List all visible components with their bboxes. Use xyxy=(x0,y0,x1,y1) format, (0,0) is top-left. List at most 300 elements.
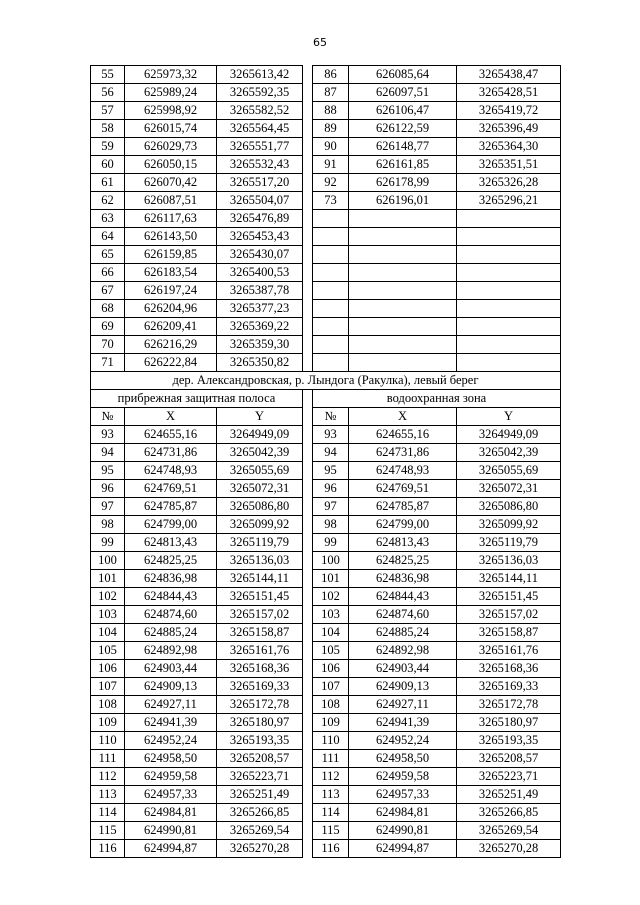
column-gap xyxy=(303,390,313,408)
x-coordinate-cell: 624844,43 xyxy=(125,588,217,606)
table-row xyxy=(91,264,561,282)
x-coordinate-cell: 624892,98 xyxy=(349,642,457,660)
point-number-cell: 108 xyxy=(313,696,349,714)
y-coordinate-cell: 3265161,76 xyxy=(217,642,303,660)
table-row xyxy=(91,66,561,84)
x-coordinate-cell xyxy=(349,318,457,336)
y-coordinate-cell xyxy=(457,210,561,228)
table-row xyxy=(91,84,561,102)
point-number-cell: 104 xyxy=(91,624,125,642)
x-coordinate-cell: 626159,85 xyxy=(125,246,217,264)
point-number-cell: 114 xyxy=(313,804,349,822)
point-number-cell: 97 xyxy=(313,498,349,516)
x-coordinate-cell: 624813,43 xyxy=(349,534,457,552)
y-coordinate-cell: 3265158,87 xyxy=(457,624,561,642)
x-coordinate-cell: 624958,50 xyxy=(349,750,457,768)
y-coordinate-cell: 3265270,28 xyxy=(217,840,303,858)
y-coordinate-cell: 3265169,33 xyxy=(457,678,561,696)
column-gap xyxy=(303,696,313,714)
table-row xyxy=(91,642,561,660)
table-row xyxy=(91,156,561,174)
x-coordinate-cell xyxy=(349,300,457,318)
table-row xyxy=(91,480,561,498)
point-number-cell: 113 xyxy=(91,786,125,804)
y-coordinate-cell: 3265428,51 xyxy=(457,84,561,102)
y-coordinate-cell: 3264949,09 xyxy=(217,426,303,444)
point-number-cell: 115 xyxy=(91,822,125,840)
y-coordinate-cell: 3265377,23 xyxy=(217,300,303,318)
y-coordinate-cell: 3265364,30 xyxy=(457,138,561,156)
y-coordinate-cell: 3265055,69 xyxy=(457,462,561,480)
x-coordinate-cell xyxy=(349,282,457,300)
point-number-cell: 86 xyxy=(313,66,349,84)
column-gap xyxy=(303,678,313,696)
point-number-cell xyxy=(313,318,349,336)
point-number-cell: 96 xyxy=(313,480,349,498)
point-number-cell: 96 xyxy=(91,480,125,498)
point-number-cell: 109 xyxy=(313,714,349,732)
point-number-cell: 99 xyxy=(91,534,125,552)
point-number-cell: 67 xyxy=(91,282,125,300)
x-coordinate-cell: 624874,60 xyxy=(125,606,217,624)
table-row xyxy=(91,174,561,192)
x-coordinate-cell: 624748,93 xyxy=(125,462,217,480)
point-number-cell: 60 xyxy=(91,156,125,174)
point-number-cell: 112 xyxy=(313,768,349,786)
x-coordinate-cell xyxy=(349,264,457,282)
point-number-cell: 87 xyxy=(313,84,349,102)
y-coordinate-cell: 3265193,35 xyxy=(457,732,561,750)
x-coordinate-cell: 624844,43 xyxy=(349,588,457,606)
y-coordinate-cell: 3265072,31 xyxy=(457,480,561,498)
y-coordinate-cell: 3265351,51 xyxy=(457,156,561,174)
point-number-cell: 73 xyxy=(313,192,349,210)
column-gap xyxy=(303,840,313,858)
point-number-cell xyxy=(313,282,349,300)
table-row xyxy=(91,714,561,732)
point-number-cell: 93 xyxy=(91,426,125,444)
point-number-cell: 58 xyxy=(91,120,125,138)
x-coordinate-cell: 626204,96 xyxy=(125,300,217,318)
x-coordinate-cell: 626085,64 xyxy=(349,66,457,84)
column-gap xyxy=(303,498,313,516)
point-number-cell: 99 xyxy=(313,534,349,552)
x-coordinate-cell: 625989,24 xyxy=(125,84,217,102)
y-coordinate-cell: 3265144,11 xyxy=(217,570,303,588)
table-row xyxy=(91,120,561,138)
point-number-cell: 110 xyxy=(91,732,125,750)
table-row xyxy=(91,462,561,480)
y-coordinate-cell xyxy=(457,336,561,354)
point-number-cell: 59 xyxy=(91,138,125,156)
table-row xyxy=(91,498,561,516)
y-coordinate-cell xyxy=(457,300,561,318)
x-coordinate-cell: 624748,93 xyxy=(349,462,457,480)
y-coordinate-cell: 3265223,71 xyxy=(457,768,561,786)
y-coordinate-cell: 3265168,36 xyxy=(217,660,303,678)
x-coordinate-cell: 626106,47 xyxy=(349,102,457,120)
y-coordinate-cell: 3265172,78 xyxy=(217,696,303,714)
y-coordinate-cell: 3265269,54 xyxy=(217,822,303,840)
point-number-cell: 89 xyxy=(313,120,349,138)
point-number-cell: 55 xyxy=(91,66,125,84)
table-row xyxy=(91,516,561,534)
column-header: № xyxy=(91,408,125,426)
y-coordinate-cell: 3265169,33 xyxy=(217,678,303,696)
point-number-cell: 95 xyxy=(313,462,349,480)
point-number-cell: 110 xyxy=(313,732,349,750)
y-coordinate-cell: 3265266,85 xyxy=(217,804,303,822)
x-coordinate-cell: 624813,43 xyxy=(125,534,217,552)
column-gap xyxy=(303,210,313,228)
x-coordinate-cell: 626196,01 xyxy=(349,192,457,210)
column-header: X xyxy=(125,408,217,426)
x-coordinate-cell: 626070,42 xyxy=(125,174,217,192)
column-gap xyxy=(303,444,313,462)
column-gap xyxy=(303,264,313,282)
x-coordinate-cell: 624990,81 xyxy=(349,822,457,840)
point-number-cell xyxy=(313,210,349,228)
y-coordinate-cell: 3265350,82 xyxy=(217,354,303,372)
zone-title-row xyxy=(91,390,561,408)
x-coordinate-cell: 624994,87 xyxy=(125,840,217,858)
table-row xyxy=(91,318,561,336)
column-gap xyxy=(303,120,313,138)
column-header: Y xyxy=(457,408,561,426)
y-coordinate-cell: 3265396,49 xyxy=(457,120,561,138)
column-gap xyxy=(303,408,313,426)
y-coordinate-cell: 3265208,57 xyxy=(217,750,303,768)
point-number-cell: 108 xyxy=(91,696,125,714)
y-coordinate-cell: 3265086,80 xyxy=(457,498,561,516)
column-gap xyxy=(303,246,313,264)
column-header: X xyxy=(349,408,457,426)
y-coordinate-cell: 3265419,72 xyxy=(457,102,561,120)
x-coordinate-cell: 626216,29 xyxy=(125,336,217,354)
y-coordinate-cell: 3265119,79 xyxy=(217,534,303,552)
section-title: дер. Александровская, р. Лындога (Ракулка), левый берег xyxy=(91,372,561,390)
y-coordinate-cell: 3265387,78 xyxy=(217,282,303,300)
x-coordinate-cell: 624927,11 xyxy=(125,696,217,714)
x-coordinate-cell: 626178,99 xyxy=(349,174,457,192)
point-number-cell: 115 xyxy=(313,822,349,840)
y-coordinate-cell: 3265157,02 xyxy=(217,606,303,624)
x-coordinate-cell: 624994,87 xyxy=(349,840,457,858)
y-coordinate-cell: 3265168,36 xyxy=(457,660,561,678)
x-coordinate-cell: 624825,25 xyxy=(125,552,217,570)
table-row xyxy=(91,534,561,552)
y-coordinate-cell: 3265476,89 xyxy=(217,210,303,228)
point-number-cell: 62 xyxy=(91,192,125,210)
point-number-cell: 101 xyxy=(313,570,349,588)
y-coordinate-cell: 3265193,35 xyxy=(217,732,303,750)
x-coordinate-cell: 624892,98 xyxy=(125,642,217,660)
y-coordinate-cell: 3265180,97 xyxy=(457,714,561,732)
y-coordinate-cell: 3265151,45 xyxy=(457,588,561,606)
column-gap xyxy=(303,84,313,102)
x-coordinate-cell xyxy=(349,354,457,372)
column-gap xyxy=(303,336,313,354)
x-coordinate-cell: 624984,81 xyxy=(125,804,217,822)
y-coordinate-cell: 3265564,45 xyxy=(217,120,303,138)
y-coordinate-cell: 3265099,92 xyxy=(217,516,303,534)
column-gap xyxy=(303,750,313,768)
x-coordinate-cell: 624903,44 xyxy=(125,660,217,678)
table-row xyxy=(91,102,561,120)
x-coordinate-cell: 624959,58 xyxy=(349,768,457,786)
table-row xyxy=(91,228,561,246)
x-coordinate-cell: 625998,92 xyxy=(125,102,217,120)
column-gap xyxy=(303,282,313,300)
table-row xyxy=(91,570,561,588)
y-coordinate-cell xyxy=(457,246,561,264)
y-coordinate-cell: 3265369,22 xyxy=(217,318,303,336)
point-number-cell xyxy=(313,300,349,318)
x-coordinate-cell xyxy=(349,228,457,246)
y-coordinate-cell: 3265270,28 xyxy=(457,840,561,858)
column-gap xyxy=(303,192,313,210)
point-number-cell xyxy=(313,264,349,282)
y-coordinate-cell: 3265251,49 xyxy=(217,786,303,804)
point-number-cell: 57 xyxy=(91,102,125,120)
column-gap xyxy=(303,426,313,444)
x-coordinate-cell: 624785,87 xyxy=(125,498,217,516)
table-row xyxy=(91,192,561,210)
point-number-cell: 114 xyxy=(91,804,125,822)
x-coordinate-cell: 626097,51 xyxy=(349,84,457,102)
y-coordinate-cell: 3265326,28 xyxy=(457,174,561,192)
left-zone-title: прибрежная защитная полоса xyxy=(91,390,303,408)
x-coordinate-cell: 626122,59 xyxy=(349,120,457,138)
table-row xyxy=(91,732,561,750)
table-row xyxy=(91,426,561,444)
x-coordinate-cell xyxy=(349,210,457,228)
x-coordinate-cell: 624799,00 xyxy=(125,516,217,534)
column-gap xyxy=(303,660,313,678)
table-row xyxy=(91,354,561,372)
point-number-cell: 105 xyxy=(313,642,349,660)
y-coordinate-cell: 3265157,02 xyxy=(457,606,561,624)
x-coordinate-cell: 626161,85 xyxy=(349,156,457,174)
point-number-cell: 106 xyxy=(313,660,349,678)
column-gap xyxy=(303,552,313,570)
column-gap xyxy=(303,570,313,588)
column-gap xyxy=(303,300,313,318)
table-row xyxy=(91,246,561,264)
point-number-cell: 90 xyxy=(313,138,349,156)
x-coordinate-cell: 624952,24 xyxy=(349,732,457,750)
y-coordinate-cell: 3265208,57 xyxy=(457,750,561,768)
x-coordinate-cell: 624731,86 xyxy=(125,444,217,462)
section-title-row xyxy=(91,372,561,390)
point-number-cell xyxy=(313,354,349,372)
y-coordinate-cell xyxy=(457,318,561,336)
point-number-cell: 66 xyxy=(91,264,125,282)
table-row xyxy=(91,138,561,156)
y-coordinate-cell: 3265099,92 xyxy=(457,516,561,534)
point-number-cell: 92 xyxy=(313,174,349,192)
table-row xyxy=(91,444,561,462)
column-gap xyxy=(303,516,313,534)
point-number-cell: 101 xyxy=(91,570,125,588)
y-coordinate-cell: 3265136,03 xyxy=(457,552,561,570)
y-coordinate-cell: 3265296,21 xyxy=(457,192,561,210)
point-number-cell: 116 xyxy=(91,840,125,858)
x-coordinate-cell: 625973,32 xyxy=(125,66,217,84)
y-coordinate-cell: 3265517,20 xyxy=(217,174,303,192)
y-coordinate-cell: 3265042,39 xyxy=(457,444,561,462)
y-coordinate-cell: 3265592,35 xyxy=(217,84,303,102)
x-coordinate-cell: 624959,58 xyxy=(125,768,217,786)
point-number-cell: 103 xyxy=(91,606,125,624)
y-coordinate-cell: 3265453,43 xyxy=(217,228,303,246)
column-gap xyxy=(303,768,313,786)
point-number-cell: 94 xyxy=(313,444,349,462)
point-number-cell: 111 xyxy=(313,750,349,768)
point-number-cell: 97 xyxy=(91,498,125,516)
coordinates-table xyxy=(90,65,561,858)
point-number-cell: 95 xyxy=(91,462,125,480)
x-coordinate-cell: 626029,73 xyxy=(125,138,217,156)
x-coordinate-cell: 624825,25 xyxy=(349,552,457,570)
column-header: № xyxy=(313,408,349,426)
point-number-cell: 107 xyxy=(91,678,125,696)
y-coordinate-cell: 3265613,42 xyxy=(217,66,303,84)
x-coordinate-cell: 624799,00 xyxy=(349,516,457,534)
table-row xyxy=(91,804,561,822)
column-gap xyxy=(303,534,313,552)
table-row xyxy=(91,822,561,840)
x-coordinate-cell: 624731,86 xyxy=(349,444,457,462)
y-coordinate-cell: 3265359,30 xyxy=(217,336,303,354)
y-coordinate-cell: 3265532,43 xyxy=(217,156,303,174)
column-gap xyxy=(303,624,313,642)
x-coordinate-cell: 626050,15 xyxy=(125,156,217,174)
column-gap xyxy=(303,822,313,840)
point-number-cell: 112 xyxy=(91,768,125,786)
point-number-cell xyxy=(313,246,349,264)
column-header: Y xyxy=(217,408,303,426)
column-gap xyxy=(303,462,313,480)
point-number-cell: 98 xyxy=(91,516,125,534)
x-coordinate-cell: 626197,24 xyxy=(125,282,217,300)
column-gap xyxy=(303,228,313,246)
point-number-cell: 103 xyxy=(313,606,349,624)
table-row xyxy=(91,750,561,768)
x-coordinate-cell: 626209,41 xyxy=(125,318,217,336)
point-number-cell: 61 xyxy=(91,174,125,192)
point-number-cell: 91 xyxy=(313,156,349,174)
x-coordinate-cell: 624927,11 xyxy=(349,696,457,714)
table-row xyxy=(91,282,561,300)
point-number-cell: 113 xyxy=(313,786,349,804)
x-coordinate-cell: 624769,51 xyxy=(125,480,217,498)
point-number-cell: 98 xyxy=(313,516,349,534)
point-number-cell: 64 xyxy=(91,228,125,246)
table-row xyxy=(91,624,561,642)
y-coordinate-cell xyxy=(457,282,561,300)
point-number-cell: 116 xyxy=(313,840,349,858)
table-row xyxy=(91,786,561,804)
y-coordinate-cell: 3265430,07 xyxy=(217,246,303,264)
x-coordinate-cell: 624990,81 xyxy=(125,822,217,840)
y-coordinate-cell xyxy=(457,264,561,282)
y-coordinate-cell: 3265551,77 xyxy=(217,138,303,156)
table-row xyxy=(91,678,561,696)
x-coordinate-cell: 624885,24 xyxy=(349,624,457,642)
point-number-cell: 70 xyxy=(91,336,125,354)
right-zone-title: водоохранная зона xyxy=(313,390,561,408)
column-gap xyxy=(303,138,313,156)
x-coordinate-cell: 624874,60 xyxy=(349,606,457,624)
column-gap xyxy=(303,102,313,120)
y-coordinate-cell: 3265251,49 xyxy=(457,786,561,804)
x-coordinate-cell: 626087,51 xyxy=(125,192,217,210)
x-coordinate-cell: 624885,24 xyxy=(125,624,217,642)
point-number-cell: 109 xyxy=(91,714,125,732)
x-coordinate-cell: 624957,33 xyxy=(125,786,217,804)
table-row xyxy=(91,300,561,318)
y-coordinate-cell: 3264949,09 xyxy=(457,426,561,444)
x-coordinate-cell: 626015,74 xyxy=(125,120,217,138)
point-number-cell: 106 xyxy=(91,660,125,678)
x-coordinate-cell: 624903,44 xyxy=(349,660,457,678)
table-row xyxy=(91,210,561,228)
table-row xyxy=(91,660,561,678)
point-number-cell: 88 xyxy=(313,102,349,120)
y-coordinate-cell: 3265582,52 xyxy=(217,102,303,120)
point-number-cell: 68 xyxy=(91,300,125,318)
x-coordinate-cell: 626117,63 xyxy=(125,210,217,228)
y-coordinate-cell: 3265086,80 xyxy=(217,498,303,516)
y-coordinate-cell: 3265055,69 xyxy=(217,462,303,480)
column-gap xyxy=(303,174,313,192)
column-gap xyxy=(303,354,313,372)
y-coordinate-cell: 3265438,47 xyxy=(457,66,561,84)
point-number-cell: 63 xyxy=(91,210,125,228)
point-number-cell: 93 xyxy=(313,426,349,444)
y-coordinate-cell: 3265136,03 xyxy=(217,552,303,570)
column-gap xyxy=(303,66,313,84)
x-coordinate-cell: 624909,13 xyxy=(125,678,217,696)
y-coordinate-cell: 3265269,54 xyxy=(457,822,561,840)
header-row xyxy=(91,408,561,426)
point-number-cell: 94 xyxy=(91,444,125,462)
table-row xyxy=(91,588,561,606)
x-coordinate-cell: 624785,87 xyxy=(349,498,457,516)
x-coordinate-cell: 624984,81 xyxy=(349,804,457,822)
x-coordinate-cell: 624655,16 xyxy=(349,426,457,444)
column-gap xyxy=(303,714,313,732)
y-coordinate-cell: 3265180,97 xyxy=(217,714,303,732)
table-row xyxy=(91,336,561,354)
table-row xyxy=(91,552,561,570)
point-number-cell: 65 xyxy=(91,246,125,264)
column-gap xyxy=(303,786,313,804)
column-gap xyxy=(303,318,313,336)
point-number-cell: 104 xyxy=(313,624,349,642)
column-gap xyxy=(303,156,313,174)
x-coordinate-cell xyxy=(349,336,457,354)
y-coordinate-cell xyxy=(457,228,561,246)
y-coordinate-cell: 3265161,76 xyxy=(457,642,561,660)
y-coordinate-cell: 3265042,39 xyxy=(217,444,303,462)
y-coordinate-cell: 3265504,07 xyxy=(217,192,303,210)
y-coordinate-cell xyxy=(457,354,561,372)
x-coordinate-cell: 624909,13 xyxy=(349,678,457,696)
x-coordinate-cell: 624958,50 xyxy=(125,750,217,768)
x-coordinate-cell: 624836,98 xyxy=(125,570,217,588)
